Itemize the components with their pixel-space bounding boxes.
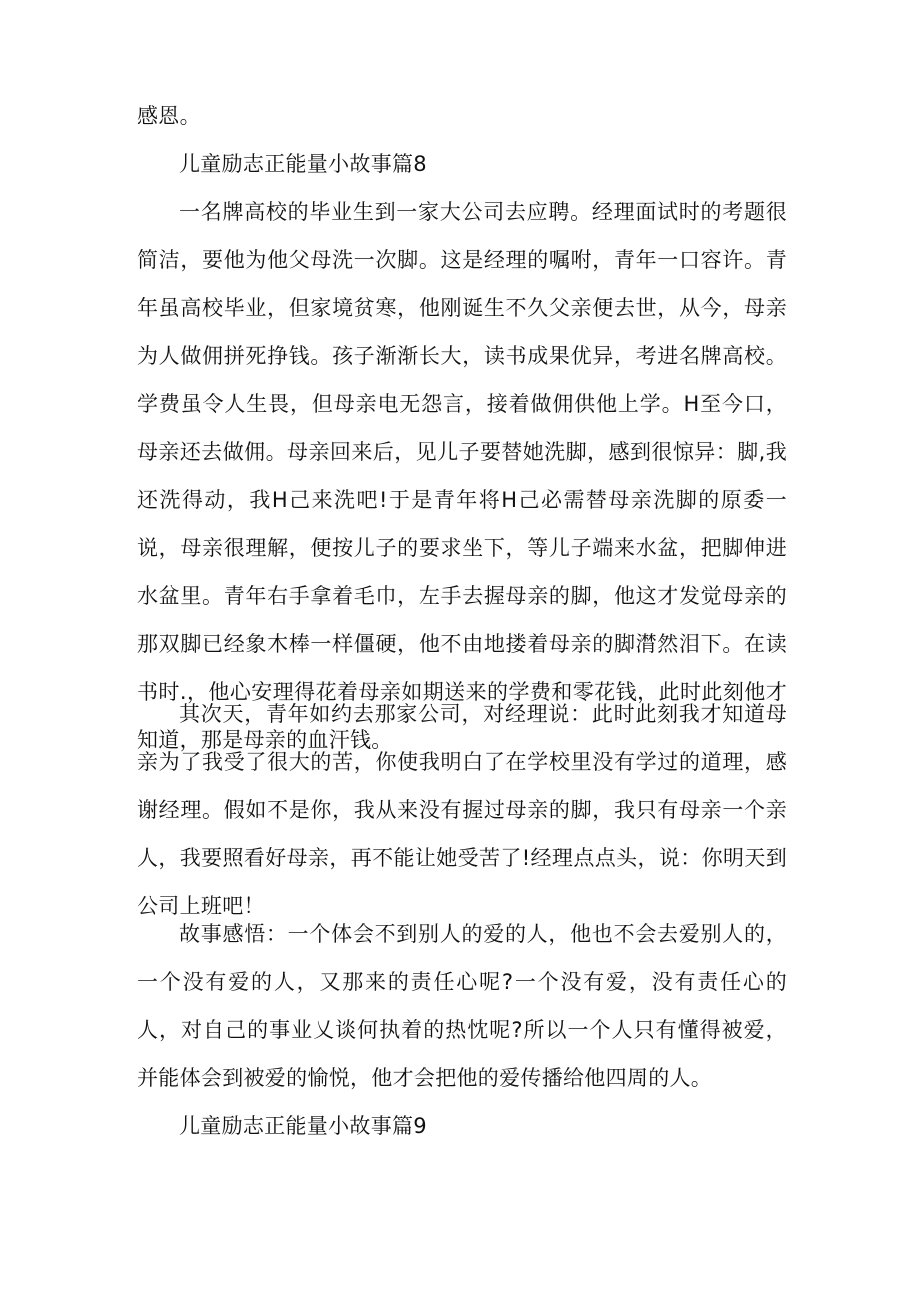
story-paragraph-1: 一名牌高校的毕业生到一家大公司去应聘。经理面试时的考题很简洁，要他为他父母洗一次脚。这是经理的嘱咐，青年一口容许。青年虽高校毕业，但家境贫寒，他刚诞生不久父亲便去世，从今，母亲为人做佣拼死挣钱。孩子渐渐长大，读书成果优异，考进名牌高校。学费虽令人生畏，但母亲电无怨言，接着做佣供他上学。H至今口，母亲还去做佣。母亲回来后，见儿子要替她洗脚，感到很惊异：脚,我还洗得动，我H己来洗吧!于是青年将H己必需替母亲洗脚的原委一说，母亲很理解，便按儿子的要求坐下，等儿子端来水盆，把脚伸进水盆里。青年右手拿着毛巾，左手去握母亲的脚，他这才发觉母亲的那双脚已经象木棒一样僵硬，他不由地搂着母亲的脚潸然泪下。在读书时.，他心安理得花着母亲如期送来的学费和零花钱，此时此刻他才知道，那是母亲的血汗钱。 (137, 200, 787, 752)
section-heading-8: 儿童励志正能量小故事篇8 (179, 152, 427, 176)
story-insight-paragraph: 故事感悟：一个体会不到别人的爱的人，他也不会去爱别人的，一个没有爱的人，又那来的责任心呢?一个没有爱，没有责任心的人，对自己的事业乂谈何执着的热忱呢?所以一个人只有懂得被爱，并能体会到被爱的愉悦，他才会把他的爱传播给他四周的人。 (137, 922, 787, 1090)
story-paragraph-2: 其次天，青年如约去那家公司，对经理说：此时此刻我才知道母亲为了我受了很大的苦，你使我明白了在学校里没有学过的道理，感谢经理。假如不是你，我从来没有握过母亲的脚，我只有母亲一个亲人，我要照看好母亲，再不能让她受苦了!经理点点头，说：你明天到公司上班吧！ (137, 702, 787, 918)
opening-line: 感恩。 (137, 104, 201, 128)
section-heading-9: 儿童励志正能量小故事篇9 (179, 1114, 427, 1138)
